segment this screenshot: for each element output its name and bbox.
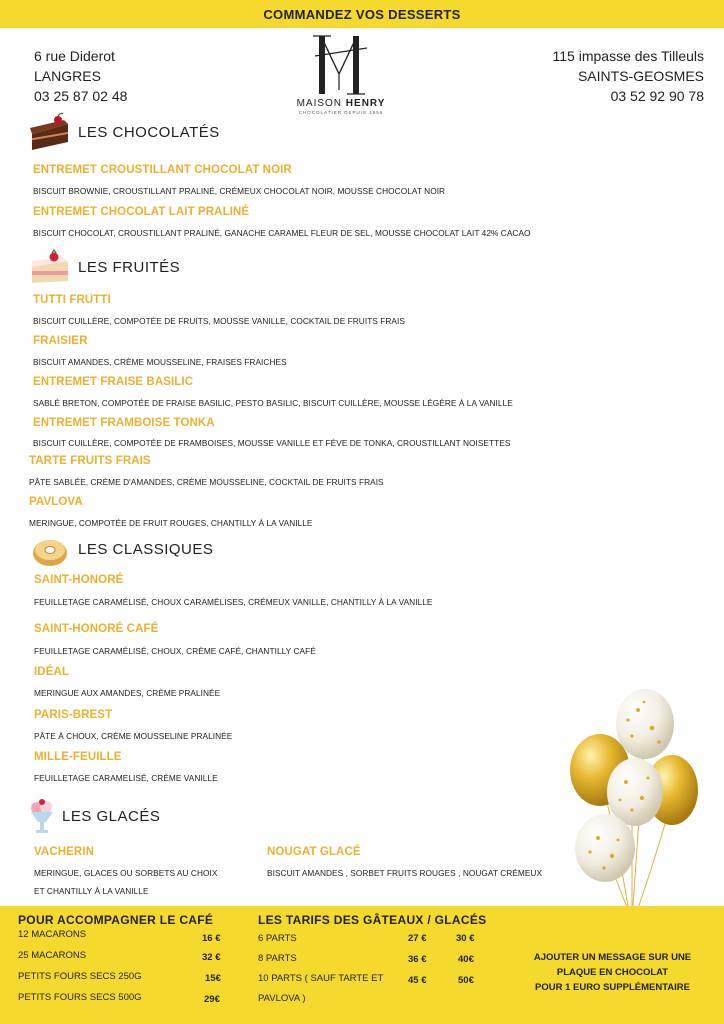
ice-cream-sundae-icon [28, 796, 56, 836]
tarif-price-2: 40€ [458, 954, 474, 965]
brand-tagline: CHOCOLATIER DEPUIS 1956 [298, 110, 384, 115]
item-desc: BISCUIT CUILLÈRE, COMPOTÉE DE FRAMBOISES, MOUSSE VANILLE ET FÈVE DE TONKA, CROUSTILLANT NOISETTES [33, 438, 511, 448]
phone: 03 25 87 02 48 [34, 88, 128, 104]
item-name: NOUGAT GLACÉ [267, 846, 361, 858]
tarifs-title: LES TARIFS DES GÂTEAUX / GLACÉS [258, 913, 487, 927]
item-desc: SABLÉ BRETON, COMPOTÉE DE FRAISE BASILIC, PESTO BASILIC, BISCUIT CUILLÈRE, MOUSSE LÉGÈRE À LA VANILLE [33, 398, 513, 408]
strawberry-cake-icon [28, 247, 72, 287]
section-chocolates [28, 112, 220, 152]
tarif-price-1: 27 € [408, 933, 427, 944]
message-line: POUR 1 EURO SUPPLÉMENTAIRE [534, 982, 690, 993]
item-desc: FEUILLETAGE CARAMÉLISÉ, CHOUX CARAMÉLISES, CRÉMEUX VANILLE, CHANTILLY À LA VANILLE [34, 597, 433, 607]
coffee-row-label: 12 MACARONS [18, 929, 87, 940]
section-fruits [28, 247, 180, 287]
item-desc: MERINGUE, COMPOTÉE DE FRUIT ROUGES, CHANTILLY À LA VANILLE [29, 518, 313, 528]
coffee-title: POUR ACCOMPAGNER LE CAFÉ [18, 913, 214, 927]
item-name: SAINT-HONORÉ [34, 574, 124, 586]
tarif-row-label: 6 PARTS [258, 933, 297, 944]
tarif-price-1: 36 € [408, 954, 427, 965]
coffee-row-price: 29€ [204, 994, 220, 1005]
tarif-price-1: 45 € [408, 975, 427, 986]
brand-name [286, 98, 396, 109]
item-desc: BISCUIT AMANDES , SORBET FRUITS ROUGES , NOUGAT CRÉMEUX [267, 868, 543, 878]
item-name: SAINT-HONORÉ CAFÉ [34, 623, 159, 635]
item-name: ENTREMET FRAISE BASILIC [33, 376, 194, 388]
item-name: VACHERIN [34, 846, 95, 858]
item-desc: BISCUIT BROWNIE, CROUSTILLANT PRALINÉ, CRÉMEUX CHOCOLAT NOIR, MOUSSE CHOCOLAT NOIR [33, 186, 446, 196]
item-desc: FEUILLETAGE CARAMÉLISÉ, CHOUX, CRÈME CAFÉ, CHANTILLY CAFÉ [34, 646, 316, 656]
item-desc: ET CHANTILLY À LA VANILLE [34, 886, 149, 896]
item-name: MILLE-FEUILLE [34, 751, 122, 763]
coffee-row-price: 32 € [202, 952, 221, 963]
brand-bold: HENRY [345, 98, 386, 109]
tarif-row-label: 10 PARTS ( SAUF TARTE ET [258, 973, 384, 984]
shop-address-saints-geosmes [553, 46, 704, 106]
page-title: COMMANDEZ VOS DESSERTS [263, 6, 461, 22]
tarif-price-2: 30 € [456, 933, 475, 944]
item-desc: MERINGUE, GLACES OU SORBETS AU CHOIX [34, 868, 218, 878]
message-line: PLAQUE EN CHOCOLAT [556, 967, 669, 978]
message-line: AJOUTER UN MESSAGE SUR UNE [533, 952, 692, 963]
item-desc: FEUILLETAGE CARAMELISÉ, CRÈME VANILLE [34, 773, 218, 783]
logo [286, 34, 396, 124]
coffee-row-label: PETITS FOURS SECS 500G [18, 992, 142, 1003]
item-desc: BISCUIT CHOCOLAT, CROUSTILLANT PRALINÉ, GANACHE CARAMEL FLEUR DE SEL, MOUSSE CHOCOLAT LAIT 42% CACAO [33, 228, 531, 238]
street: 115 impasse des Tilleuls [552, 48, 704, 64]
item-name: FRAISIER [33, 335, 88, 347]
gold-balloons-icon [560, 680, 710, 925]
section-title: LES CHOCOLATÉS [78, 123, 220, 141]
coffee-row-label: PETITS FOURS SECS 250G [18, 971, 142, 982]
coffee-row-price: 16 € [202, 933, 221, 944]
item-name: TUTTI FRUTTI [33, 294, 111, 306]
item-desc: MERINGUE AUX AMANDES, CRÈME PRALINÉE [34, 688, 221, 698]
coffee-row-price: 15€ [205, 973, 221, 984]
item-name: TARTE FRUITS FRAIS [29, 455, 151, 467]
item-desc: BISCUIT CUILLÈRE, COMPOTÉE DE FRUITS, MOUSSE VANILLE, COCKTAIL DE FRUITS FRAIS [33, 316, 405, 326]
tarif-price-2: 50€ [458, 975, 474, 986]
section-title: LES CLASSIQUES [78, 540, 214, 558]
maison-henry-logo-icon [309, 34, 373, 96]
city: LANGRES [34, 68, 101, 84]
item-name: ENTREMET CROUSTILLANT CHOCOLAT NOIR [33, 164, 292, 176]
header-banner [0, 0, 724, 28]
section-title: LES GLACÉS [62, 807, 161, 825]
item-name: PARIS-BREST [34, 709, 113, 721]
tarif-row-label-cont: PAVLOVA ) [258, 993, 306, 1004]
item-name: PAVLOVA [29, 496, 83, 508]
chocolate-cake-icon [28, 112, 72, 152]
chocolate-plaque-message [515, 950, 710, 995]
section-iced [28, 796, 160, 836]
brand-prefix: MAISON [296, 98, 346, 109]
item-name: IDÉAL [34, 666, 69, 678]
donut-icon [28, 529, 72, 569]
item-desc: PÂTE SABLÉE, CRÈME D'AMANDES, CRÈME MOUSSELINE, COCKTAIL DE FRUITS FRAIS [29, 477, 384, 487]
section-title: LES FRUITÉS [78, 258, 181, 276]
item-name: ENTREMET CHOCOLAT LAIT PRALINÉ [33, 206, 250, 218]
tarif-row-label: 8 PARTS [258, 953, 297, 964]
phone: 03 52 92 90 78 [610, 88, 704, 104]
coffee-row-label: 25 MACARONS [18, 950, 87, 961]
street: 6 rue Diderot [34, 48, 115, 64]
item-desc: PÂTE À CHOUX, CRÈME MOUSSELINE PRALINÉE [34, 731, 233, 741]
city: SAINTS-GEOSMES [577, 68, 704, 84]
shop-address-langres [34, 46, 127, 106]
item-name: ENTREMET FRAMBOISE TONKA [33, 417, 215, 429]
section-classics [28, 529, 213, 569]
item-desc: BISCUIT AMANDES, CRÈME MOUSSELINE, FRAISES FRAICHES [33, 357, 287, 367]
